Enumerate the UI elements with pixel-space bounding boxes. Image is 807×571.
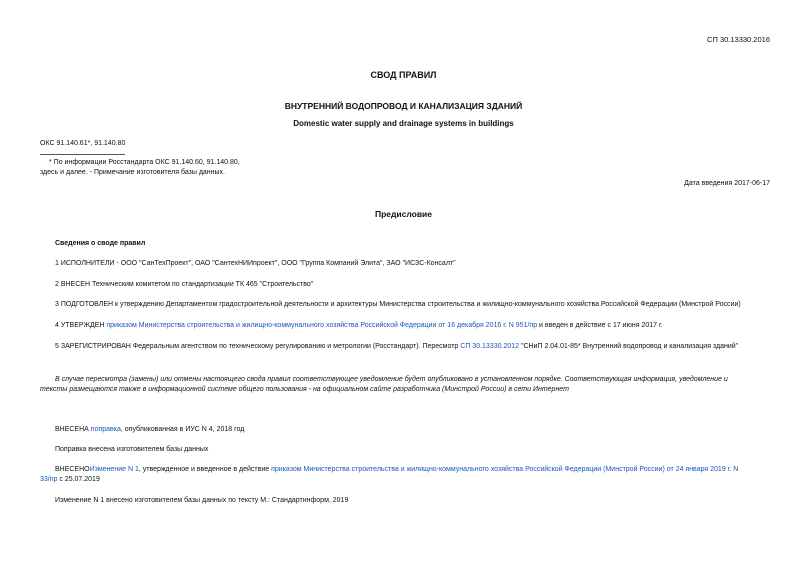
footnote-line-2: здесь и далее. - Примечание изготовителя базы данных. <box>40 169 226 176</box>
amendment-change-1-line-1 <box>55 465 738 475</box>
document-type-title: СВОД ПРАВИЛ <box>370 70 437 80</box>
amendment-change-suffix: с 25.07.2019 <box>57 476 100 483</box>
amendment-change-mid: , утвержденное и введенное в действие <box>138 466 272 473</box>
preface-heading: Предисловие <box>374 209 433 219</box>
preface-item-5 <box>55 342 738 352</box>
amendment-change-prefix: ВНЕСЕНО <box>55 466 90 473</box>
change-1-note: Изменение N 1 внесено изготовителем базы данных по тексту М.: Стандартинформ, 2019 <box>55 497 349 504</box>
previous-sp-link[interactable]: СП 30.13330.2012 <box>460 343 520 350</box>
preface-item-4-suffix: и введен в действие с 17 июня 2017 г. <box>537 322 663 329</box>
preface-item-5-suffix: "СНиП 2.04.01-85* Внутренний водопровод и канализация зданий" <box>519 343 739 350</box>
correction-link[interactable]: поправка <box>90 426 121 433</box>
change-1-link[interactable]: Изменение N 1 <box>89 466 139 473</box>
amendment-change-1-line-2 <box>40 475 100 485</box>
introduction-date: Дата введения 2017-06-17 <box>684 180 770 187</box>
revision-notice-line-1: В случае пересмотра (замены) или отмены настоящего свода правил соответствующее уведомление будет опубликовано в установленном порядке. Соответствующая информация, уведомление и <box>55 376 728 383</box>
preface-subheading: Сведения о своде правил <box>55 240 146 247</box>
preface-item-3: 3 ПОДГОТОВЛЕН к утверждению Департаментом градостроительной деятельности и архитектуры Министерства строительства и жилищно-коммунального хозяйства Российской Федерации (Минстрой России) <box>55 301 741 308</box>
change-order-link-cont[interactable]: 33/пр <box>40 476 58 483</box>
okc-code: ОКС 91.140.61*, 91.140.80 <box>40 140 126 147</box>
approval-order-link[interactable]: приказом Министерства строительства и жилищно-коммунального хозяйства Российской Федерации от 16 декабря 2016 г. N 951/пр <box>106 322 538 329</box>
footnote-divider <box>40 154 125 155</box>
preface-item-5-prefix: 5 ЗАРЕГИСТРИРОВАН Федеральным агентством по техническому регулированию и метрологии (Росстандарт). Пересмотр <box>55 343 461 350</box>
preface-item-1: 1 ИСПОЛНИТЕЛИ - ООО "СанТехПроект", ОАО "СантехНИИпроект", ООО "Группа Компаний Элита", ЗАО "ИСЗС-Консалт" <box>55 260 456 267</box>
amendment-correction-suffix: , опубликованная в ИУС N 4, 2018 год <box>120 426 245 433</box>
preface-item-2: 2 ВНЕСЕН Техническим комитетом по стандартизации ТК 465 "Строительство" <box>55 281 314 288</box>
preface-item-4 <box>55 321 663 331</box>
footnote-line-1: * По информации Росстандарта ОКС 91.140.60, 91.140.80, <box>49 159 240 166</box>
document-title-ru: ВНУТРЕННИЙ ВОДОПРОВОД И КАНАЛИЗАЦИЯ ЗДАНИЙ <box>284 101 523 111</box>
correction-note: Поправка внесена изготовителем базы данных <box>55 446 209 453</box>
amendment-correction <box>55 425 244 435</box>
change-order-link[interactable]: приказом Министерства строительства и жилищно-коммунального хозяйства Российской Федерации (Минстрой России) от 24 января 2019 г. N <box>271 466 739 473</box>
amendment-correction-prefix: ВНЕСЕНА <box>55 426 91 433</box>
revision-notice-line-2: тексты размещаются также в информационной системе общего пользования - на официальном сайте разработчика (Минстрой России) в сети Интернет <box>40 386 569 393</box>
preface-item-4-prefix: 4 УТВЕРЖДЕН <box>55 322 107 329</box>
document-title-en: Domestic water supply and drainage systems in buildings <box>293 119 514 128</box>
document-code: СП 30.13330.2016 <box>707 35 770 44</box>
